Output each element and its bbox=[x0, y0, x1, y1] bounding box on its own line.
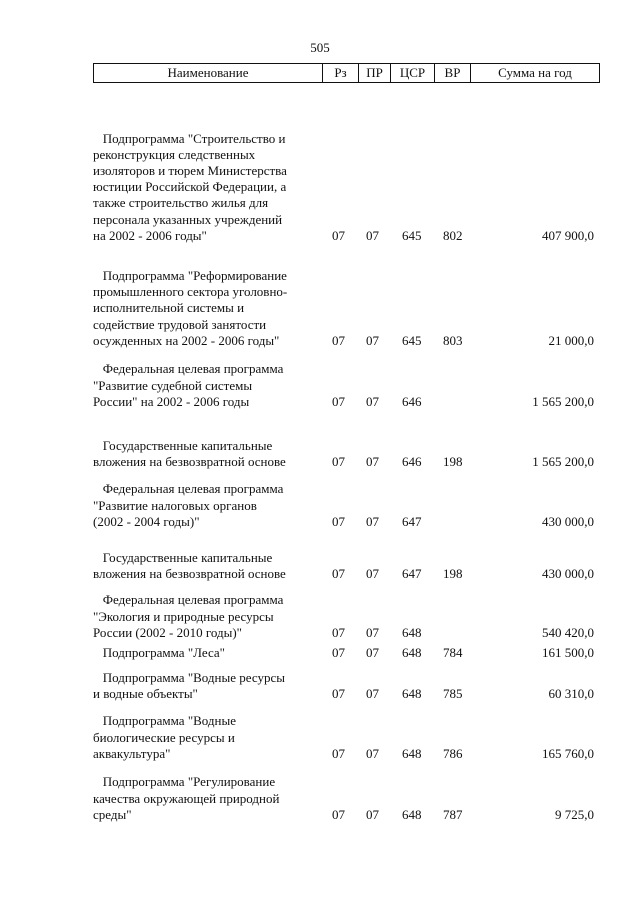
page-number: 505 bbox=[310, 40, 330, 55]
row-vr: 198 bbox=[443, 565, 463, 581]
row-name-line: промышленного сектора уголовно- bbox=[93, 284, 288, 300]
row-vr: 787 bbox=[443, 806, 463, 822]
row-sum: 21 000,0 bbox=[548, 332, 594, 348]
row-name bbox=[93, 268, 323, 349]
row-name-line: "Развитие судебной системы bbox=[93, 377, 253, 393]
row-name-line: вложения на безвозвратной основе bbox=[93, 565, 286, 581]
row-rz: 07 bbox=[332, 644, 345, 660]
table-row bbox=[0, 550, 640, 582]
row-name bbox=[93, 438, 323, 470]
header-vr: ВР bbox=[435, 64, 471, 83]
header-name: Наименование bbox=[94, 64, 323, 83]
row-name bbox=[93, 592, 323, 641]
row-rz: 07 bbox=[332, 227, 345, 243]
table-row bbox=[0, 774, 640, 823]
row-rz: 07 bbox=[332, 806, 345, 822]
row-name-line: Федеральная целевая программа bbox=[93, 481, 284, 497]
row-name-line: Подпрограмма "Водные ресурсы bbox=[93, 669, 285, 685]
row-name bbox=[93, 645, 323, 661]
row-name-line: Государственные капитальные bbox=[93, 437, 273, 453]
row-sum: 9 725,0 bbox=[555, 806, 594, 822]
row-rz: 07 bbox=[332, 393, 345, 409]
row-csr: 648 bbox=[402, 624, 422, 640]
row-pr: 07 bbox=[366, 453, 379, 469]
row-name-line: Подпрограмма "Строительство и bbox=[93, 130, 286, 146]
table-row bbox=[0, 268, 640, 349]
row-name-line: и водные объекты" bbox=[93, 685, 198, 701]
row-pr: 07 bbox=[366, 565, 379, 581]
header-sum: Сумма на год bbox=[471, 64, 600, 83]
table-header bbox=[93, 63, 600, 83]
row-rz: 07 bbox=[332, 453, 345, 469]
row-vr: 198 bbox=[443, 453, 463, 469]
row-pr: 07 bbox=[366, 227, 379, 243]
row-name-line: биологические ресурсы и bbox=[93, 729, 235, 745]
row-rz: 07 bbox=[332, 624, 345, 640]
table-row bbox=[0, 645, 640, 661]
row-csr: 645 bbox=[402, 332, 422, 348]
row-name-line: среды" bbox=[93, 806, 132, 822]
table-row bbox=[0, 670, 640, 702]
row-name bbox=[93, 670, 323, 702]
row-name-line: Подпрограмма "Регулирование bbox=[93, 774, 276, 790]
row-csr: 647 bbox=[402, 565, 422, 581]
row-sum: 1 565 200,0 bbox=[532, 453, 594, 469]
row-name bbox=[93, 481, 323, 530]
row-name-line: Подпрограмма "Реформирование bbox=[93, 268, 287, 283]
row-name-line: Подпрограмма "Леса" bbox=[93, 644, 225, 660]
row-pr: 07 bbox=[366, 644, 379, 660]
table-row bbox=[0, 131, 640, 244]
row-name-line: качества окружающей природной bbox=[93, 790, 280, 806]
row-rz: 07 bbox=[332, 513, 345, 529]
row-pr: 07 bbox=[366, 332, 379, 348]
row-name-line: содействие трудовой занятости bbox=[93, 316, 267, 332]
row-pr: 07 bbox=[366, 685, 379, 701]
row-pr: 07 bbox=[366, 624, 379, 640]
row-csr: 645 bbox=[402, 227, 422, 243]
row-name-line: персонала указанных учреждений bbox=[93, 211, 283, 227]
row-name bbox=[93, 774, 323, 823]
row-vr: 784 bbox=[443, 644, 463, 660]
row-sum: 165 760,0 bbox=[542, 745, 594, 761]
row-pr: 07 bbox=[366, 513, 379, 529]
row-sum: 407 900,0 bbox=[542, 227, 594, 243]
row-name bbox=[93, 361, 323, 410]
table-row bbox=[0, 592, 640, 641]
row-vr: 785 bbox=[443, 685, 463, 701]
row-vr: 803 bbox=[443, 332, 463, 348]
row-sum: 540 420,0 bbox=[542, 624, 594, 640]
row-name-line: Федеральная целевая программа bbox=[93, 592, 284, 608]
row-name-line: Подпрограмма "Водные bbox=[93, 713, 236, 729]
row-sum: 161 500,0 bbox=[542, 644, 594, 660]
row-name-line: юстиции Российской Федерации, а bbox=[93, 179, 287, 195]
table-row bbox=[0, 713, 640, 762]
row-rz: 07 bbox=[332, 745, 345, 761]
table-row bbox=[0, 481, 640, 530]
table-row bbox=[0, 438, 640, 470]
row-name-line: вложения на безвозвратной основе bbox=[93, 453, 286, 469]
row-name-line: реконструкция следственных bbox=[93, 146, 256, 162]
row-name-line: "Развитие налоговых органов bbox=[93, 497, 257, 513]
row-name bbox=[93, 550, 323, 582]
row-pr: 07 bbox=[366, 393, 379, 409]
row-name bbox=[93, 131, 323, 244]
row-name-line: России" на 2002 - 2006 годы bbox=[93, 393, 250, 409]
row-pr: 07 bbox=[366, 806, 379, 822]
row-name-line: на 2002 - 2006 годы" bbox=[93, 227, 207, 243]
row-csr: 647 bbox=[402, 513, 422, 529]
row-sum: 430 000,0 bbox=[542, 513, 594, 529]
row-csr: 648 bbox=[402, 806, 422, 822]
row-name-line: исполнительной системы и bbox=[93, 300, 245, 316]
row-vr: 786 bbox=[443, 745, 463, 761]
header-pr: ПР bbox=[359, 64, 391, 83]
row-rz: 07 bbox=[332, 332, 345, 348]
row-rz: 07 bbox=[332, 565, 345, 581]
row-name-line: аквакультура" bbox=[93, 745, 171, 761]
row-name-line: также строительство жилья для bbox=[93, 195, 269, 211]
row-name-line: "Экология и природные ресурсы bbox=[93, 608, 274, 624]
row-csr: 648 bbox=[402, 685, 422, 701]
row-sum: 430 000,0 bbox=[542, 565, 594, 581]
header-rz: Рз bbox=[323, 64, 359, 83]
row-name bbox=[93, 713, 323, 762]
row-name-line: России (2002 - 2010 годы)" bbox=[93, 624, 242, 640]
table-row bbox=[0, 361, 640, 410]
row-sum: 1 565 200,0 bbox=[532, 393, 594, 409]
row-csr: 646 bbox=[402, 393, 422, 409]
row-name-line: Федеральная целевая программа bbox=[93, 361, 284, 377]
row-sum: 60 310,0 bbox=[548, 685, 594, 701]
row-name-line: Государственные капитальные bbox=[93, 549, 273, 565]
row-csr: 648 bbox=[402, 745, 422, 761]
row-name-line: осужденных на 2002 - 2006 годы" bbox=[93, 332, 280, 348]
row-name-line: (2002 - 2004 годы)" bbox=[93, 513, 200, 529]
row-pr: 07 bbox=[366, 745, 379, 761]
row-vr: 802 bbox=[443, 227, 463, 243]
row-rz: 07 bbox=[332, 685, 345, 701]
row-csr: 648 bbox=[402, 644, 422, 660]
row-name-line: изоляторов и тюрем Министерства bbox=[93, 163, 287, 178]
row-csr: 646 bbox=[402, 453, 422, 469]
header-csr: ЦСР bbox=[391, 64, 435, 83]
